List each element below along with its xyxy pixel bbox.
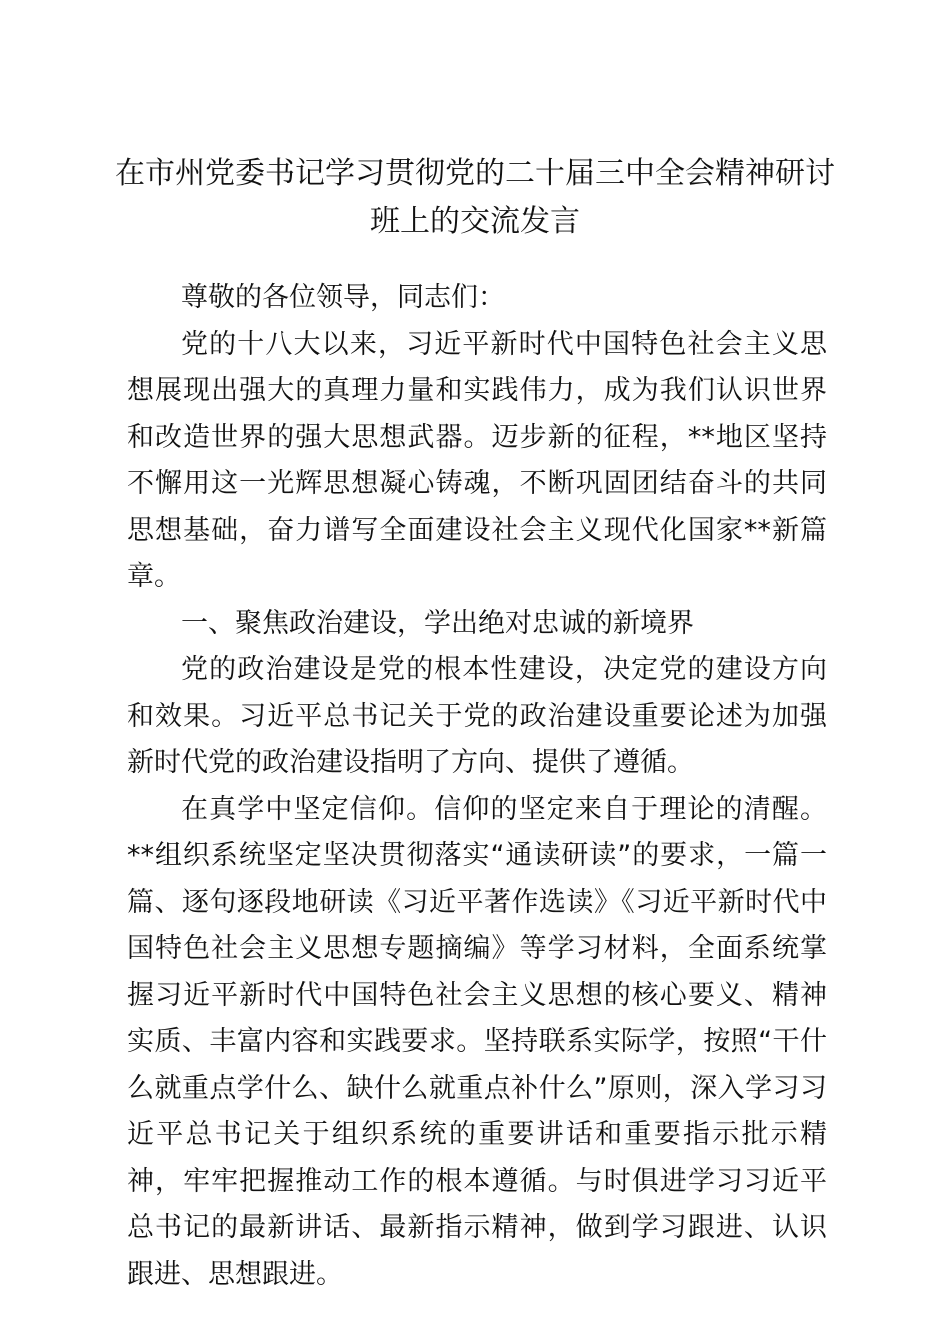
- document-title: 在市州党委书记学习贯彻党的二十届三中全会精神研讨班上的交流发言: [115, 156, 835, 239]
- document-body: [127, 275, 827, 1298]
- intro-paragraph: 党的十八大以来，习近平新时代中国特色社会主义思想展现出强大的真理力量和实践伟力，成为我们认识世界和改造世界的强大思想武器。迈步新的征程，**地区坚持不懈用这一光辉思想凝心铸魂，不断巩固团结奋斗的共同思想基础，奋力谱写全面建设社会主义现代化国家**新篇章。: [127, 328, 827, 592]
- body-paragraph: 党的政治建设是党的根本性建设，决定党的建设方向和效果。习近平总书记关于党的政治建设重要论述为加强新时代党的政治建设指明了方向、提供了遵循。: [127, 654, 827, 778]
- salutation-paragraph: 尊敬的各位领导，同志们：: [181, 282, 505, 313]
- section-heading: 一、聚焦政治建设，学出绝对忠诚的新境界: [181, 607, 694, 639]
- body-paragraph: 在真学中坚定信仰。信仰的坚定来自于理论的清醒。**组织系统坚定坚决贯彻落实“通读研读”的要求，一篇一篇、逐句逐段地研读《习近平著作选读》《习近平新时代中国特色社会主义思想专题摘编》等学习材料，全面系统掌握习近平新时代中国特色社会主义思想的核心要义、精神实质、丰富内容和实践要求。坚持联系实际学，按照“干什么就重点学什么、缺什么就重点补什么”原则，深入学习习近平总书记关于组织系统的重要讲话和重要指示批示精神，牢牢把握推动工作的根本遵循。与时俱进学习习近平总书记的最新讲话、最新指示精神，做到学习跟进、认识跟进、思想跟进。: [127, 793, 827, 1290]
